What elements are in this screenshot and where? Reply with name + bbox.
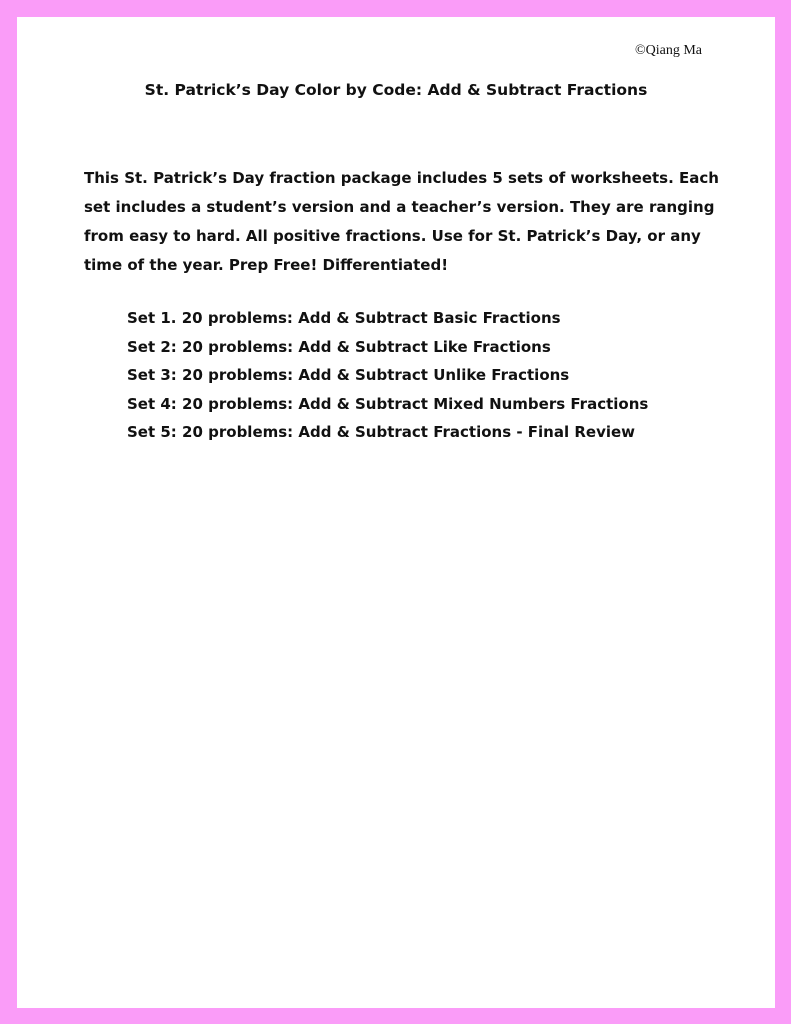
copyright-notice: ©Qiang Ma [634, 43, 702, 58]
document-page [17, 17, 775, 1008]
set-item-3: Set 3: 20 problems: Add & Subtract Unlike Fractions [127, 366, 570, 384]
intro-line: from easy to hard. All positive fractions. Use for St. Patrick’s Day, or any [84, 227, 701, 245]
document-title: St. Patrick’s Day Color by Code: Add & Subtract Fractions [144, 81, 648, 99]
set-item-2: Set 2: 20 problems: Add & Subtract Like Fractions [127, 337, 551, 356]
set-item-5: Set 5: 20 problems: Add & Subtract Fractions - Final Review [127, 423, 636, 441]
set-item-1: Set 1. 20 problems: Add & Subtract Basic Fractions [127, 309, 561, 327]
set-item-4: Set 4: 20 problems: Add & Subtract Mixed Numbers Fractions [127, 394, 649, 413]
worksheet-sets-list [127, 304, 648, 447]
intro-line: This St. Patrick’s Day fraction package includes 5 sets of worksheets. Each [84, 169, 719, 187]
intro-line: set includes a student’s version and a teacher’s version. They are ranging [84, 198, 715, 216]
intro-paragraph [84, 164, 724, 280]
intro-line: time of the year. Prep Free! Differentiated! [84, 256, 449, 274]
